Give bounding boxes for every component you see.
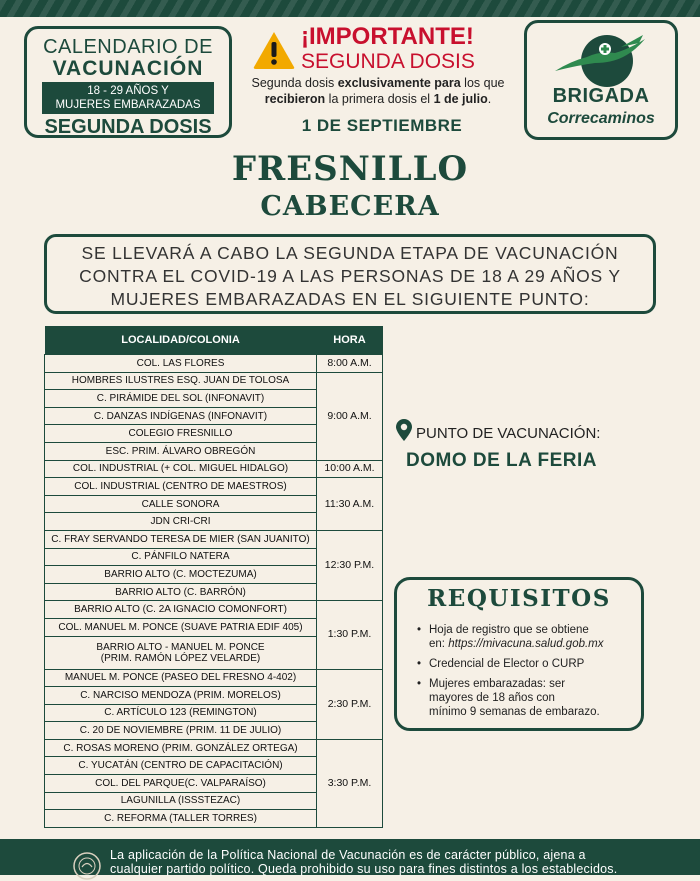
requirement-text: Mujeres embarazadas: ser xyxy=(429,678,566,690)
notice-desc-part: Segunda dosis xyxy=(251,76,338,90)
map-pin-icon xyxy=(396,419,412,441)
locality-cell: COL. LAS FLORES xyxy=(45,355,317,373)
locality-cell: C. REFORMA (TALLER TORRES) xyxy=(45,810,317,828)
locality-cell: C. YUCATÁN (CENTRO DE CAPACITACIÓN) xyxy=(45,757,317,775)
table-row xyxy=(45,601,383,619)
brigade-badge xyxy=(524,20,678,140)
locality-cell: LAGUNILLA (ISSSTEZAC) xyxy=(45,792,317,810)
bullet-icon: • xyxy=(417,678,422,690)
notice-subheading: SEGUNDA DOSIS xyxy=(301,50,475,73)
city-title: FRESNILLO xyxy=(231,149,469,189)
locality-cell: ESC. PRIM. ÁLVARO OBREGÓN xyxy=(45,442,317,460)
locality-cell: BARRIO ALTO (C. MOCTEZUMA) xyxy=(45,566,317,584)
locality-cell: C. 20 DE NOVIEMBRE (PRIM. 11 DE JULIO) xyxy=(45,722,317,740)
table-row xyxy=(45,478,383,496)
requirement-text: Hoja de registro que se obtiene xyxy=(429,624,589,636)
footer-legal-text xyxy=(110,848,670,876)
locality-cell: C. ROSAS MORENO (PRIM. GONZÁLEZ ORTEGA) xyxy=(45,739,317,757)
locality-cell: COL. MANUEL M. PONCE (SUAVE PATRIA EDIF 405) xyxy=(45,618,317,636)
locality-cell: MANUEL M. PONCE (PASEO DEL FRESNO 4-402) xyxy=(45,669,317,687)
table-row xyxy=(45,669,383,687)
locality-cell: C. PIRÁMIDE DEL SOL (INFONAVIT) xyxy=(45,390,317,408)
calendar-title-bold: VACUNACIÓN xyxy=(52,57,204,80)
announcement-line-1: SE LLEVARÁ A CABO LA SEGUNDA ETAPA DE VACUNACIÓN xyxy=(81,243,619,263)
requirements-box xyxy=(394,577,644,731)
audience-line-1: 18 - 29 AÑOS Y xyxy=(87,85,169,97)
locality-cell: COL. DEL PARQUE(C. VALPARAÍSO) xyxy=(45,775,317,793)
registration-link[interactable]: https://mivacuna.salud.gob.mx xyxy=(448,638,604,650)
requirements-title: REQUISITOS xyxy=(427,585,611,612)
column-header-time: HORA xyxy=(317,326,383,355)
footer-line-2: cualquier partido político. Queda prohibido su uso para fines distintos a los establecidos. xyxy=(110,862,618,876)
time-cell: 2:30 P.M. xyxy=(317,669,383,739)
locality-cell: JDN CRI-CRI xyxy=(45,513,317,531)
notice-desc-emphasis: recibieron xyxy=(264,92,326,106)
vaccination-date: 1 DE SEPTIEMBRE xyxy=(301,116,463,135)
notice-desc-date: 1 de julio xyxy=(433,92,488,106)
requirements-list xyxy=(417,623,639,725)
roadrunner-logo xyxy=(549,27,659,91)
locality-cell: COLEGIO FRESNILLO xyxy=(45,425,317,443)
notice-description xyxy=(240,75,516,107)
locality-cell: C. FRAY SERVANDO TERESA DE MIER (SAN JUANITO) xyxy=(45,530,317,548)
notice-heading: ¡IMPORTANTE! xyxy=(301,23,474,50)
time-cell: 1:30 P.M. xyxy=(317,601,383,669)
requirement-text: mayores de 18 años con xyxy=(429,692,555,704)
table-row xyxy=(45,460,383,478)
audience-band xyxy=(42,82,214,114)
brigade-name: BRIGADA xyxy=(552,85,650,107)
locality-cell xyxy=(45,636,317,669)
notice-desc-part: la primera dosis el xyxy=(325,92,434,106)
brigade-tagline: Correcaminos xyxy=(547,110,655,127)
schedule-table xyxy=(44,326,383,828)
locality-cell: COL. INDUSTRIAL (CENTRO DE MAESTROS) xyxy=(45,478,317,496)
locality-cell: HOMBRES ILUSTRES ESQ. JUAN DE TOLOSA xyxy=(45,372,317,390)
locality-line: BARRIO ALTO - MANUEL M. PONCE xyxy=(96,641,265,653)
locality-cell: C. PÁNFILO NATERA xyxy=(45,548,317,566)
requirement-text: Credencial de Elector o CURP xyxy=(429,658,585,670)
government-seal-icon xyxy=(72,851,102,881)
venue-label: PUNTO DE VACUNACIÓN: xyxy=(416,425,601,442)
requirement-text: mínimo 9 semanas de embarazo. xyxy=(429,706,600,718)
list-item xyxy=(417,677,639,719)
audience-line-2: MUJERES EMBARAZADAS xyxy=(55,99,201,111)
time-cell: 3:30 P.M. xyxy=(317,739,383,827)
requirement-text: en: xyxy=(429,638,449,650)
announcement-line-2: CONTRA EL COVID-19 A LAS PERSONAS DE 18 A 29 AÑOS Y xyxy=(79,266,621,286)
locality-cell: C. NARCISO MENDOZA (PRIM. MORELOS) xyxy=(45,687,317,705)
bullet-icon: • xyxy=(417,658,422,670)
notice-desc-part: los que xyxy=(460,76,505,90)
locality-cell: BARRIO ALTO (C. BARRÓN) xyxy=(45,583,317,601)
table-header-row xyxy=(45,326,383,355)
calendar-title: CALENDARIO DE xyxy=(43,36,213,58)
locality-line: (PRIM. RAMÓN LÓPEZ VELARDE) xyxy=(100,652,261,664)
time-cell: 10:00 A.M. xyxy=(317,460,383,478)
announcement-box xyxy=(44,234,656,314)
list-item xyxy=(417,657,639,671)
time-cell: 11:30 A.M. xyxy=(317,478,383,531)
time-cell: 8:00 A.M. xyxy=(317,355,383,373)
table-row xyxy=(45,739,383,757)
table-row xyxy=(45,372,383,390)
announcement-line-3: MUJERES EMBARAZADAS EN EL SIGUIENTE PUNTO: xyxy=(110,289,590,309)
notice-desc-part: . xyxy=(487,92,492,106)
warning-icon xyxy=(252,30,296,70)
locality-cell: BARRIO ALTO (C. 2A IGNACIO COMONFORT) xyxy=(45,601,317,619)
city-area: CABECERA xyxy=(260,191,440,222)
column-header-locality: LOCALIDAD/COLONIA xyxy=(45,326,317,355)
time-cell: 12:30 P.M. xyxy=(317,530,383,600)
bullet-icon: • xyxy=(417,624,422,636)
locality-cell: C. DANZAS INDÍGENAS (INFONAVIT) xyxy=(45,407,317,425)
table-row xyxy=(45,530,383,548)
list-item xyxy=(417,623,639,651)
footer-line-1: La aplicación de la Política Nacional de Vacunación es de carácter público, ajena a xyxy=(110,848,586,862)
top-pattern-band xyxy=(0,0,700,17)
time-cell: 9:00 A.M. xyxy=(317,372,383,460)
locality-cell: COL. INDUSTRIAL (+ COL. MIGUEL HIDALGO) xyxy=(45,460,317,478)
table-row xyxy=(45,355,383,373)
calendar-badge xyxy=(24,26,232,138)
notice-desc-emphasis: exclusivamente para xyxy=(337,76,461,90)
venue-name: DOMO DE LA FERIA xyxy=(406,450,597,471)
dose-label: SEGUNDA DOSIS xyxy=(44,116,212,138)
locality-cell: CALLE SONORA xyxy=(45,495,317,513)
locality-cell: C. ARTÍCULO 123 (REMINGTON) xyxy=(45,704,317,722)
